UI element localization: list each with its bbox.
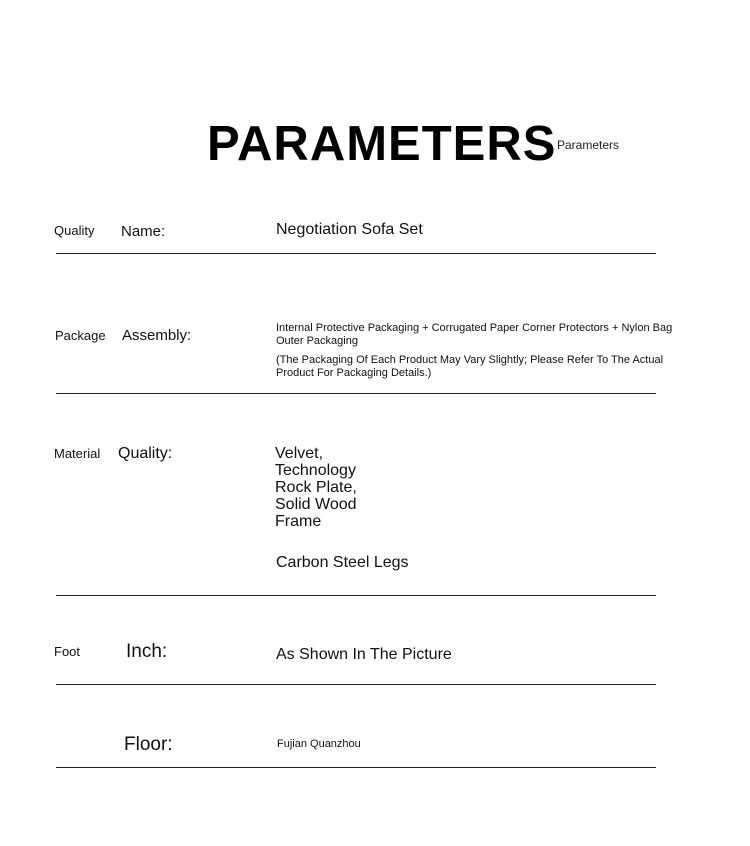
row-quality-value-line: Velvet, — [275, 445, 324, 462]
page-subtitle: Parameters — [557, 138, 620, 152]
row-quality-value — [275, 445, 357, 530]
row-floor-label: Floor: — [124, 734, 173, 755]
divider — [56, 767, 656, 768]
row-foot-small-label: Foot — [54, 644, 81, 659]
divider — [56, 253, 656, 254]
row-material-small-label: Material — [54, 446, 101, 461]
row-quality-value-line: Rock Plate, — [275, 479, 357, 496]
divider — [56, 684, 656, 685]
row-quality-value-line: Technology — [275, 462, 356, 479]
row-inch-label: Inch: — [126, 641, 168, 662]
row-assembly-label: Assembly: — [122, 327, 192, 344]
row-package-small-label: Package — [55, 328, 106, 343]
row-quality-value-extra: Carbon Steel Legs — [276, 554, 409, 571]
row-assembly-value-line1: Internal Protective Packaging + Corrugated Paper Corner Protectors + Nylon Bag Outer Packaging — [276, 322, 673, 347]
row-quality-value-line: Frame — [275, 513, 322, 530]
row-name-value: Negotiation Sofa Set — [276, 221, 423, 238]
row-name-label: Name: — [121, 223, 166, 240]
row-quality-value-line: Solid Wood — [275, 496, 357, 513]
row-inch-value: As Shown In The Picture — [276, 646, 452, 663]
row-quality-small-label: Quality — [54, 223, 95, 238]
page-title: PARAMETERS — [207, 117, 557, 171]
row-quality-label: Quality: — [118, 445, 173, 462]
divider — [56, 393, 656, 394]
row-floor-value: Fujian Quanzhou — [277, 738, 361, 750]
row-assembly-value-line2: (The Packaging Of Each Product May Vary Slightly; Please Refer To The Actual Product For Packaging Details.) — [276, 354, 664, 379]
divider — [56, 595, 656, 596]
